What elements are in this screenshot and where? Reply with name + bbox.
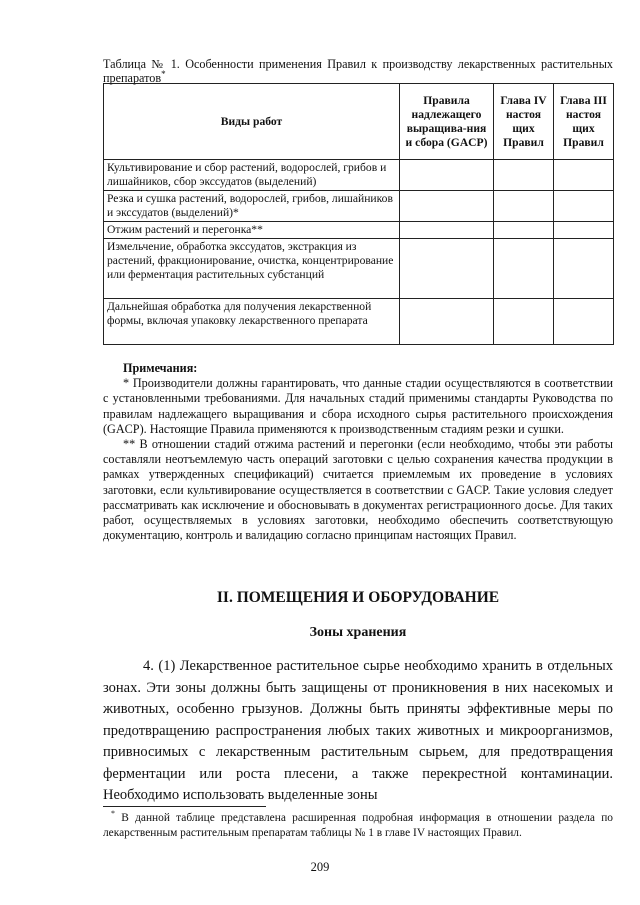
empty-cell <box>400 160 494 191</box>
table-row <box>104 160 614 191</box>
header-chapter-3: Глава III настоя щих Правил <box>554 84 614 160</box>
footnote-marker: * <box>111 809 115 819</box>
row-label: Дальнейшая обработка для получения лекарственной формы, включая упаковку лекарственного препарата <box>104 299 400 345</box>
footnote <box>103 811 613 840</box>
empty-cell <box>494 191 554 222</box>
row-label: Отжим растений и перегонка** <box>104 222 400 239</box>
table-row <box>104 222 614 239</box>
empty-cell <box>400 222 494 239</box>
empty-cell <box>554 239 614 299</box>
table-caption-marker: * <box>161 68 166 79</box>
empty-cell <box>400 299 494 345</box>
empty-cell <box>494 239 554 299</box>
empty-cell <box>494 299 554 345</box>
table-caption-text: Таблица № 1. Особенности применения Правил к производству лекарственных растительных препаратов <box>103 57 613 85</box>
rules-table <box>103 83 614 345</box>
footnote-text: В данной таблице представлена расширенная подробная информация в отношении раздела по лекарственным растительным препаратам таблицы № 1 в главе IV настоящих Правил. <box>103 812 613 839</box>
notes-title: Примечания: <box>123 361 198 375</box>
table-row <box>104 299 614 345</box>
table-row <box>104 239 614 299</box>
footnote-divider <box>103 806 266 807</box>
empty-cell <box>554 299 614 345</box>
empty-cell <box>554 222 614 239</box>
note-2: ** В отношении стадий отжима растений и перегонки (если необходимо, чтобы эти работы составляли неотъемлемую часть операций заготовки с целью сохранения качества продукции в рамках утвержденных спецификаций) считается приемлемым их проведение в условиях заготовки, если культивирование осуществляется в соответствии с GACP. Такие условия следует рассматривать как исключение и обосновывать в документах регистрационного досье. Для таких работ, осуществляемых в условиях заготовки, необходимо обеспечить соответствующую документацию, контроль и валидацию согласно принципам настоящих Правил. <box>103 437 613 543</box>
row-label: Измельчение, обработка экссудатов, экстракция из растений, фракционирование, очистка, концентрирование или ферментация растительных субстанций <box>104 239 400 299</box>
row-label: Культивирование и сбор растений, водорослей, грибов и лишайников, сбор экссудатов (выделений) <box>104 160 400 191</box>
empty-cell <box>554 191 614 222</box>
header-gacp: Правила надлежащего выращива-ния и сбора (GACP) <box>400 84 494 160</box>
table-caption <box>103 57 613 85</box>
table-row <box>104 191 614 222</box>
header-chapter-4: Глава IV настоя щих Правил <box>494 84 554 160</box>
empty-cell <box>400 239 494 299</box>
empty-cell <box>494 222 554 239</box>
page-number: 209 <box>310 860 330 874</box>
notes-block <box>103 361 613 543</box>
empty-cell <box>494 160 554 191</box>
table-header-row <box>104 84 614 160</box>
empty-cell <box>554 160 614 191</box>
note-1: * Производители должны гарантировать, что данные стадии осуществляются в соответствии с установленными требованиями. Для начальных стадий применимы стандарты Руководства по правилам надлежащего выращивания и сбора исходного сырья растительного происхождения (GACP). Настоящие Правила применяются к производственным стадиям резки и сушки. <box>103 376 613 436</box>
section-title: II. ПОМЕЩЕНИЯ И ОБОРУДОВАНИЕ <box>216 589 500 606</box>
subsection-title: Зоны хранения <box>309 625 407 640</box>
empty-cell <box>400 191 494 222</box>
row-label: Резка и сушка растений, водорослей, грибов, лишайников и экссудатов (выделений)* <box>104 191 400 222</box>
body-paragraph: 4. (1) Лекарственное растительное сырье необходимо хранить в отдельных зонах. Эти зоны должны быть защищены от проникновения в них насекомых и животных, особенно грызунов. Должны быть приняты эффективные меры по предотвращению распространения любых таких животных и микроорганизмов, привносимых с лекарственным растительным сырьем, для предотвращения ферментации или роста плесени, а также перекрестной контаминации. Необходимо использовать выделенные зоны <box>103 658 613 803</box>
header-work-types: Виды работ <box>104 84 400 160</box>
